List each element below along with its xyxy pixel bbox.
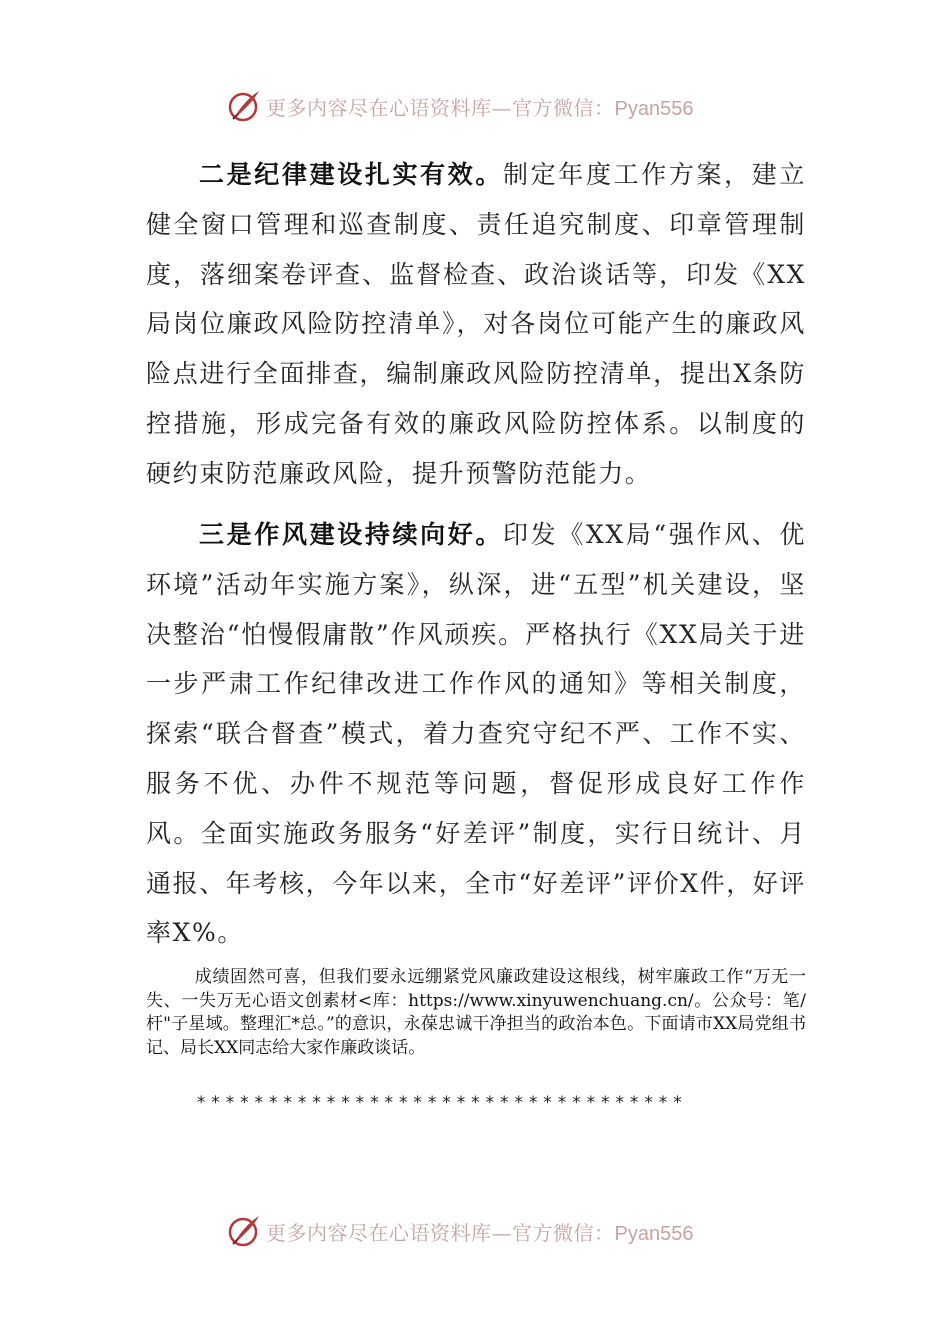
quill-circle-logo-icon xyxy=(226,88,262,124)
closing-paragraph xyxy=(146,966,806,1060)
closing-text: 成绩固然可喜，但我们要永远绷紧党风廉政建设这根线，树牢廉政工作“万无一失、一失万无心语文创素材<库：https://www.xinyuwenchuang.cn/。公众号：笔/杆"子星域。整理汇*总。”的意识，永葆忠诚干净担当的政治本色。下面请市XX局党组书记、局长XX同志给大家作廉政谈话。 xyxy=(146,967,806,1058)
paragraph-body: 印发《XX局“强作风、优环境”活动年实施方案》，纵深，进“五型”机关建设，坚决整治“怕慢假庸散”作风顽疾。严格执行《XX局关于进一步严肃工作纪律改进工作作风的通知》等相关制度，探索“联合督查”模式，着力查究守纪不严、工作不实、服务不优、办件不规范等问题，督促形成良好工作作风。全面实施政务服务“好差评”制度，实行日统计、月通报、年考核，今年以来，全市“好差评”评价X件，好评率X%。 xyxy=(146,520,806,948)
paragraph-lead: 二是纪律建设扎实有效。 xyxy=(198,160,504,189)
quill-circle-logo-icon xyxy=(226,1213,262,1249)
wechat-id: Pyan556 xyxy=(614,1223,694,1245)
watermark-footer xyxy=(0,1211,950,1251)
paragraph-work-style xyxy=(146,510,806,958)
watermark-text: 更多内容尽在心语资料库—官方微信：Pyan556 xyxy=(266,1221,694,1245)
paragraph-body: 制定年度工作方案，建立健全窗口管理和巡查制度、责任追究制度、印章管理制度，落细案卷评查、监督检查、政治谈话等，印发《XX局岗位廉政风险防控清单》，对各岗位可能产生的廉政风险点进行全面排查，编制廉政风险防控清单，提出X条防控措施，形成完备有效的廉政风险防控体系。以制度的硬约束防范廉政风险，提升预警防范能力。 xyxy=(146,160,806,488)
paragraph-discipline xyxy=(146,150,806,499)
watermark-text: 更多内容尽在心语资料库—官方微信：Pyan556 xyxy=(266,96,694,120)
wechat-id: Pyan556 xyxy=(614,98,694,120)
watermark-header xyxy=(0,86,950,126)
separator-line: ********************************** xyxy=(196,1093,687,1113)
paragraph-lead: 三是作风建设持续向好。 xyxy=(198,520,504,549)
